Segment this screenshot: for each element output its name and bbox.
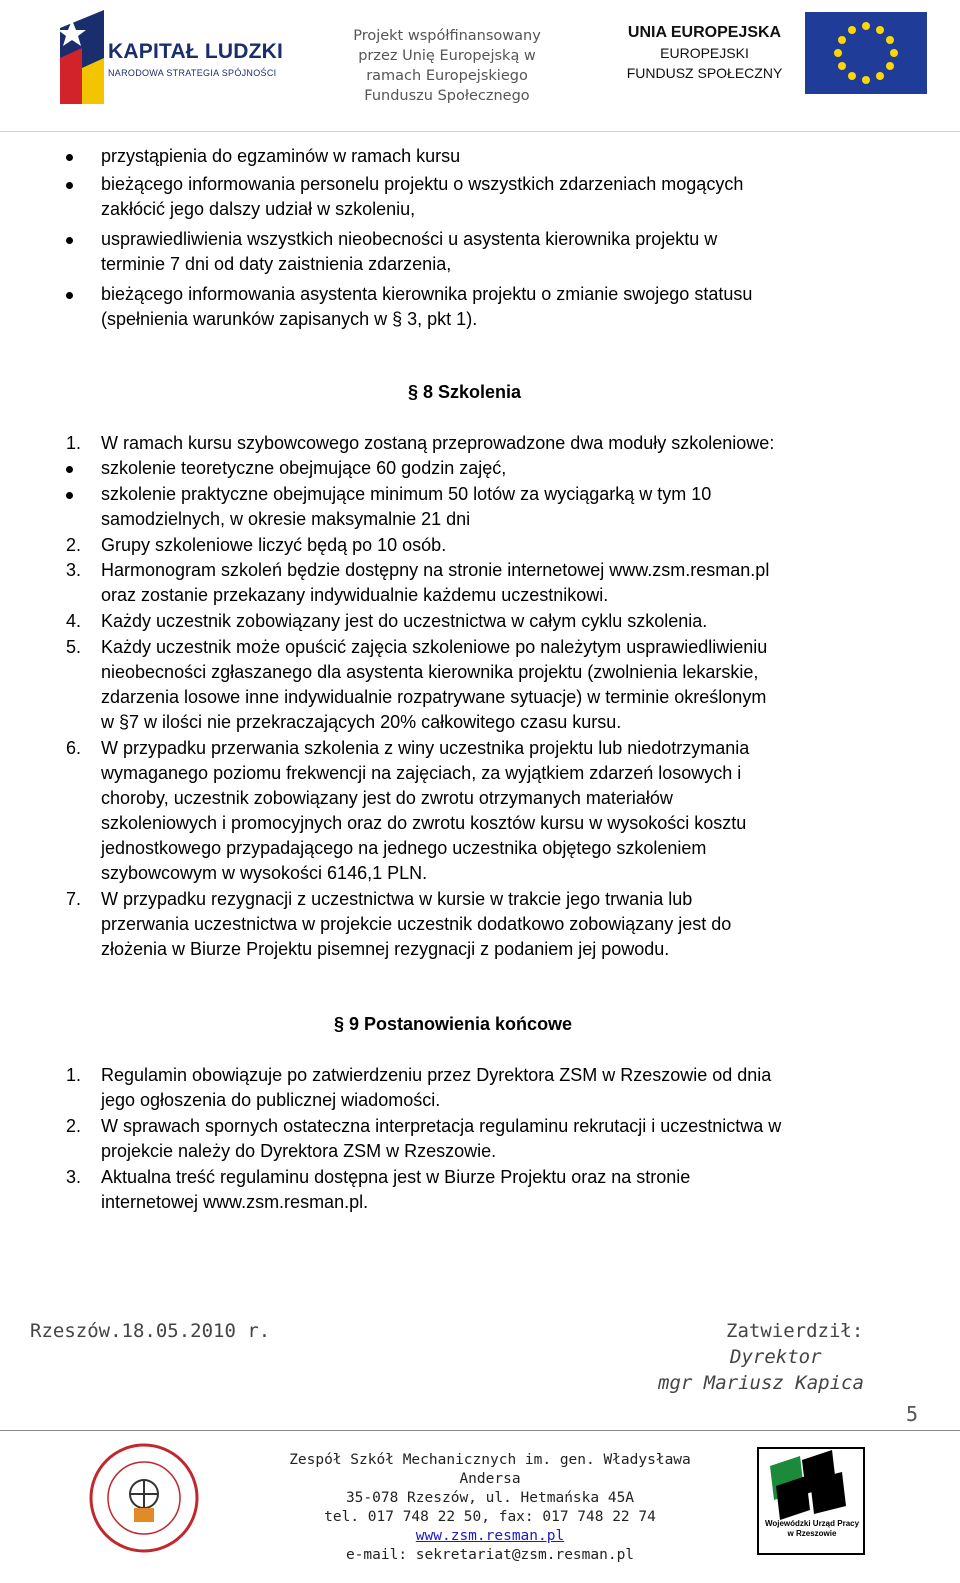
footer-divider — [0, 1430, 960, 1431]
list-item-continuation: zdarzenia losowe inne indywidualnie rozpatrywane sytuacje) w terminie określonym — [101, 687, 767, 707]
kapital-ludzki-name: KAPITAŁ LUDZKI — [108, 40, 284, 63]
page-number: 5 — [906, 1402, 919, 1426]
list-item-continuation: terminie 7 dni od daty zaistnienia zdarzenia, — [101, 254, 452, 274]
page-header — [0, 0, 960, 136]
list-item: Każdy uczestnik zobowiązany jest do uczestnictwa w całym cyklu szkolenia. — [101, 611, 708, 631]
eu-label-line: EUROPEJSKI — [660, 45, 749, 61]
list-item-continuation: (spełnienia warunków zapisanych w § 3, pkt 1). — [101, 309, 478, 329]
list-item-continuation: w §7 w ilości nie przekraczających 20% całkowitego czasu kursu. — [101, 712, 622, 732]
list-item-continuation: szkoleniowych i promocyjnych oraz do zwrotu kosztów kursu w wysokości kosztu — [101, 813, 747, 833]
list-item: Aktualna treść regulaminu dostępna jest w Biurze Projektu oraz na stronie — [101, 1167, 691, 1187]
list-item: Grupy szkoleniowe liczyć będą po 10 osób. — [101, 535, 447, 555]
school-phone: tel. 017 748 22 50, fax: 017 748 22 74 — [324, 1509, 656, 1525]
list-item: bieżącego informowania asystenta kierownika projektu o zmianie swojego statusu — [101, 284, 753, 304]
list-item-continuation: wymaganego poziomu frekwencji na zajęciach, za wyjątkiem zdarzeń losowych i — [101, 763, 742, 783]
list-item: przystąpienia do egzaminów w ramach kursu — [101, 146, 461, 166]
bullet-icon — [66, 492, 73, 499]
bullet-icon — [66, 182, 73, 189]
list-number: 5. — [66, 637, 82, 657]
eu-label-line: FUNDUSZ SPOŁECZNY — [626, 65, 783, 81]
cofinancing-line: ramach Europejskiego — [366, 68, 528, 84]
list-item: usprawiedliwienia wszystkich nieobecności u asystenta kierownika projektu w — [101, 229, 718, 249]
place-date: Rzeszów.18.05.2010 r. — [30, 1320, 271, 1342]
list-item-continuation: projekcie należy do Dyrektora ZSM w Rzeszowie. — [101, 1141, 497, 1161]
list-item: szkolenie praktyczne obejmujące minimum 50 lotów za wyciągarką w tym 10 — [101, 484, 712, 504]
eu-flag-icon — [805, 12, 927, 94]
list-item-continuation: choroby, uczestnik zobowiązany jest do zwrotu otrzymanych materiałów — [101, 788, 673, 808]
list-item: bieżącego informowania personelu projektu o wszystkich zdarzeniach mogących — [101, 174, 744, 194]
bullet-icon — [66, 466, 73, 473]
signatory-name: mgr Mariusz Kapica — [658, 1372, 864, 1394]
list-item: W sprawach spornych ostateczna interpretacja regulaminu rekrutacji i uczestnictwa w — [101, 1116, 782, 1136]
bullet-icon — [66, 237, 73, 244]
cofinancing-note — [332, 26, 562, 106]
bullet-icon — [66, 292, 73, 299]
approved-label: Zatwierdził: — [726, 1320, 864, 1342]
section-8-heading: § 8 Szkolenia — [408, 382, 522, 402]
list-item-continuation: jednostkowego przypadającego na jednego uczestnika objętego szkoleniem — [101, 838, 707, 858]
list-item: Harmonogram szkoleń będzie dostępny na stronie internetowej www.zsm.resman.pl — [101, 560, 770, 580]
list-number: 2. — [66, 1116, 82, 1136]
list-number: 1. — [66, 1065, 82, 1085]
school-website-row — [250, 1527, 730, 1546]
list-item-continuation: nieobecności zgłaszanego dla asystenta kierownika projektu (zwolnienia lekarskie, — [101, 662, 759, 682]
list-item: Każdy uczestnik może opuścić zajęcia szkoleniowe po należytym usprawiedliwieniu — [101, 637, 768, 657]
list-item-continuation: oraz zostanie przekazany indywidualnie każdemu uczestnikowi. — [101, 585, 609, 605]
list-item: W przypadku rezygnacji z uczestnictwa w kursie w trakcie jego trwania lub — [101, 889, 693, 909]
list-item-continuation: jego ogłoszenia do publicznej wiadomości. — [101, 1090, 441, 1110]
signatory-role: Dyrektor — [730, 1346, 822, 1368]
wup-label: Wojewódzki Urząd Pracy w Rzeszowie — [764, 1519, 860, 1538]
section-9-heading: § 9 Postanowienia końcowe — [334, 1014, 573, 1034]
list-item-continuation: przerwania uczestnictwa w projekcie uczestnik dodatkowo zobowiązany jest do — [101, 914, 732, 934]
list-number: 6. — [66, 738, 82, 758]
kapital-ludzki-subtitle: NARODOWA STRATEGIA SPÓJNOŚCI — [108, 68, 277, 78]
list-item: Regulamin obowiązuje po zatwierdzeniu przez Dyrektora ZSM w Rzeszowie od dnia — [101, 1065, 772, 1085]
eu-label — [612, 22, 797, 83]
list-item-continuation: zakłócić jego dalszy udział w szkoleniu, — [101, 199, 416, 219]
list-item: W ramach kursu szybowcowego zostaną przeprowadzone dwa moduły szkoleniowe: — [101, 433, 775, 453]
bullet-icon — [66, 154, 73, 161]
list-item-continuation: internetowej www.zsm.resman.pl. — [101, 1192, 369, 1212]
list-item-continuation: złożenia w Biurze Projektu pisemnej rezygnacji z podaniem jej powodu. — [101, 939, 670, 959]
list-item: W przypadku przerwania szkolenia z winy uczestnika projektu lub niedotrzymania — [101, 738, 750, 758]
header-divider — [0, 131, 960, 132]
eu-label-line: UNIA EUROPEJSKA — [627, 24, 782, 41]
cofinancing-line: Projekt współfinansowany — [353, 28, 541, 44]
cofinancing-line: przez Unię Europejską w — [358, 48, 536, 64]
list-number: 4. — [66, 611, 82, 631]
list-number: 7. — [66, 889, 82, 909]
list-item-continuation: samodzielnych, w okresie maksymalnie 21 dni — [101, 509, 471, 529]
list-number: 2. — [66, 535, 82, 555]
list-number: 3. — [66, 1167, 82, 1187]
cofinancing-line: Funduszu Społecznego — [364, 88, 530, 104]
list-number: 1. — [66, 433, 82, 453]
school-email: e-mail: sekretariat@zsm.resman.pl — [345, 1547, 635, 1563]
list-number: 3. — [66, 560, 82, 580]
wup-logo — [756, 1446, 866, 1556]
list-item: szkolenie teoretyczne obejmujące 60 godzin zajęć, — [101, 458, 507, 478]
school-address: 35-078 Rzeszów, ul. Hetmańska 45A — [345, 1490, 635, 1506]
school-website-link[interactable]: www.zsm.resman.pl — [415, 1528, 565, 1544]
school-name-continuation: Andersa — [459, 1471, 521, 1487]
school-seal-logo — [88, 1442, 200, 1554]
school-name: Zespół Szkół Mechanicznych im. gen. Władysława — [289, 1452, 691, 1468]
list-item-continuation: szybowcowym w wysokości 6146,1 PLN. — [101, 863, 428, 883]
